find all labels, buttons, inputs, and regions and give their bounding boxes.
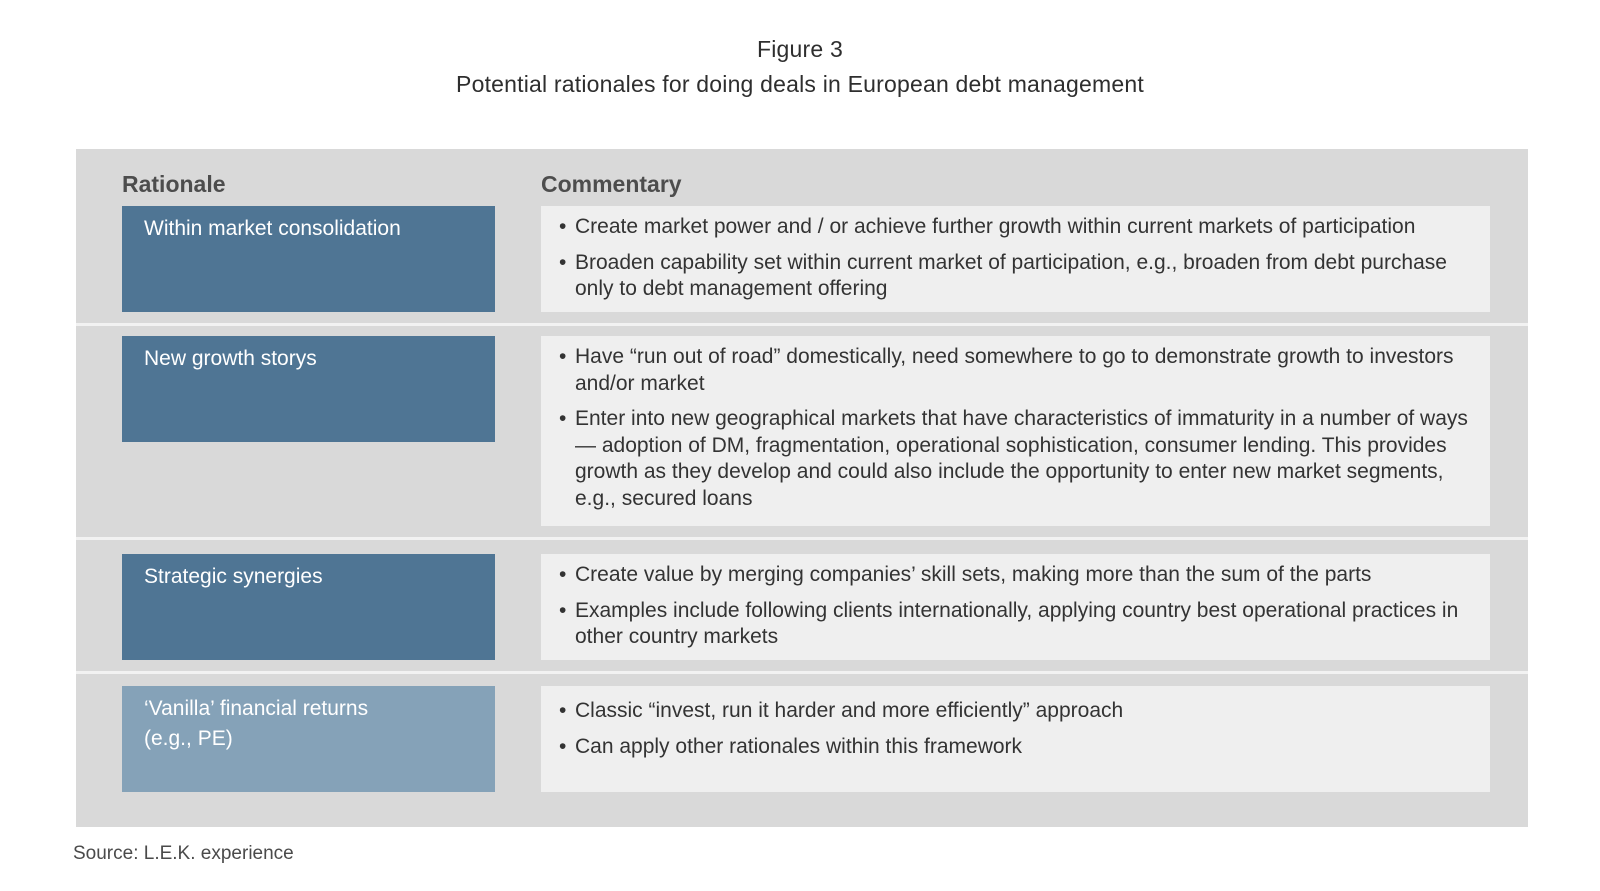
commentary-bullet: • Classic “invest, run it harder and more efficiently” approach — [557, 698, 1474, 725]
commentary-bullet: • Can apply other rationales within this framework — [557, 734, 1474, 761]
rationale-label: New growth storys — [144, 347, 317, 370]
rationale-vanilla-financial-returns — [122, 686, 495, 792]
commentary-bullet: • Create market power and / or achieve further growth within current markets of participation — [557, 214, 1474, 241]
commentary-bullet: • Create value by merging companies’ skill sets, making more than the sum of the parts — [557, 562, 1474, 589]
source-note: Source: L.E.K. experience — [73, 843, 294, 864]
rationale-label: (e.g., PE) — [144, 727, 233, 750]
column-header-commentary: Commentary — [541, 171, 682, 197]
commentary-box — [541, 336, 1490, 526]
rationale-label: ‘Vanilla’ financial returns — [144, 697, 369, 720]
rationale-new-growth-storys — [122, 336, 495, 442]
row-divider — [76, 537, 1528, 540]
rationale-strategic-synergies — [122, 554, 495, 660]
column-header-rationale: Rationale — [122, 171, 226, 197]
commentary-bullet: • Broaden capability set within current market of participation, e.g., broaden from debt purchase only to debt management offering — [557, 250, 1474, 303]
commentary-bullet: • Enter into new geographical markets that have characteristics of immaturity in a number of ways — adoption of DM, fragmentation, operational sophistication, consumer lending. This provides growth as they develop and could also include the opportunity to enter new market segments, e.g., secured loans — [557, 406, 1474, 512]
commentary-box — [541, 554, 1490, 660]
rationale-within-market-consolidation — [122, 206, 495, 312]
commentary-bullet: • Have “run out of road” domestically, need somewhere to go to demonstrate growth to investors and/or market — [557, 344, 1474, 397]
commentary-box — [541, 206, 1490, 312]
commentary-box — [541, 686, 1490, 792]
rationale-label: Within market consolidation — [144, 217, 401, 240]
row-divider — [76, 323, 1528, 326]
row-divider — [76, 671, 1528, 674]
figure-number: Figure 3 — [757, 36, 843, 62]
rationale-label: Strategic synergies — [144, 565, 323, 588]
commentary-bullet: • Examples include following clients internationally, applying country best operational practices in other country markets — [557, 598, 1474, 651]
figure-caption: Potential rationales for doing deals in European debt management — [456, 71, 1144, 97]
